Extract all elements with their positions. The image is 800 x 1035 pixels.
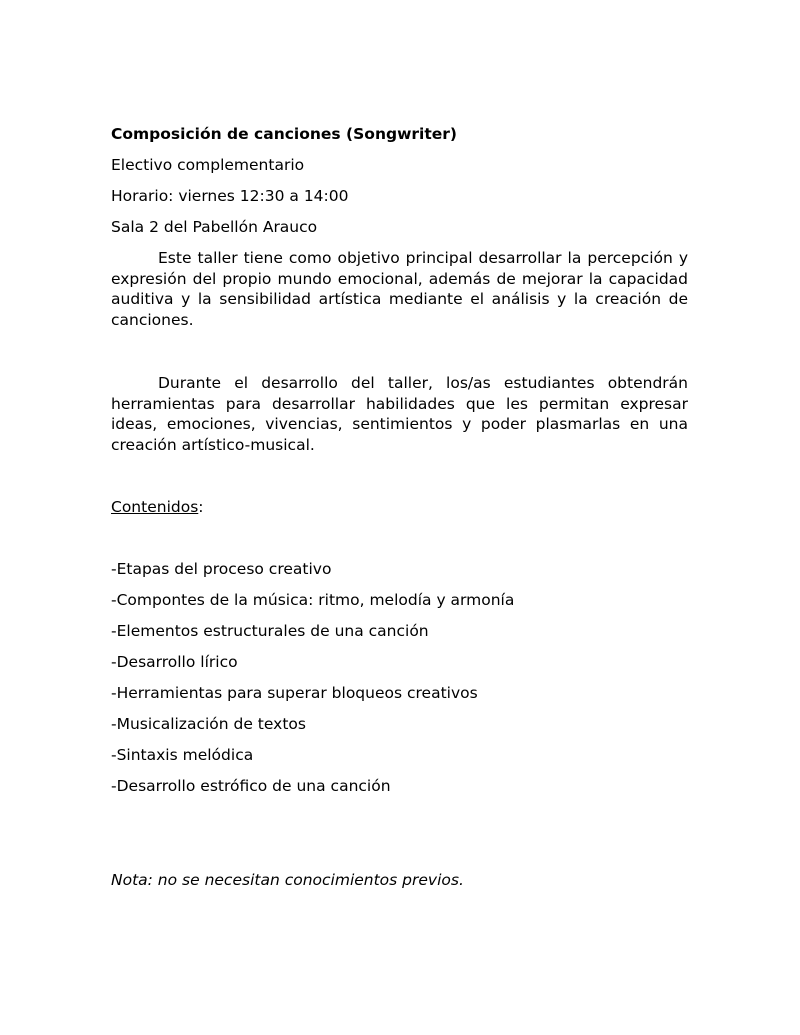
list-item: -Elementos estructurales de una canción [111,622,429,640]
contents-list [111,559,514,807]
list-item: -Musicalización de textos [111,715,306,733]
course-location: Sala 2 del Pabellón Arauco [111,218,318,236]
course-type: Electivo complementario [111,156,305,174]
list-item: -Herramientas para superar bloqueos creativos [111,684,478,702]
description-paragraph-2: Durante el desarrollo del taller, los/as estudiantes obtendrán herramientas para desarrollar habilidades que les permitan expresar ideas, emociones, vivencias, sentimientos y poder plasmarlas en una creación artístico-musical. [111,374,688,454]
description-paragraph-1: Este taller tiene como objetivo principal desarrollar la percepción y expresión del propio mundo emocional, además de mejorar la capacidad auditiva y la sensibilidad artística mediante el análisis y la creación de canciones. [111,249,688,329]
document-title: Composición de canciones (Songwriter) [111,125,457,143]
list-item: -Sintaxis melódica [111,746,254,764]
course-schedule: Horario: viernes 12:30 a 14:00 [111,187,349,205]
list-item: -Desarrollo lírico [111,653,238,671]
contents-heading [111,497,204,517]
prerequisites-note: Nota: no se necesitan conocimientos previos. [111,871,464,889]
contents-heading-text: Contenidos [111,498,199,516]
list-item: -Etapas del proceso creativo [111,560,332,578]
contents-heading-colon: : [198,498,204,516]
list-item: -Desarrollo estrófico de una canción [111,777,391,795]
list-item: -Compontes de la música: ritmo, melodía y armonía [111,591,515,609]
